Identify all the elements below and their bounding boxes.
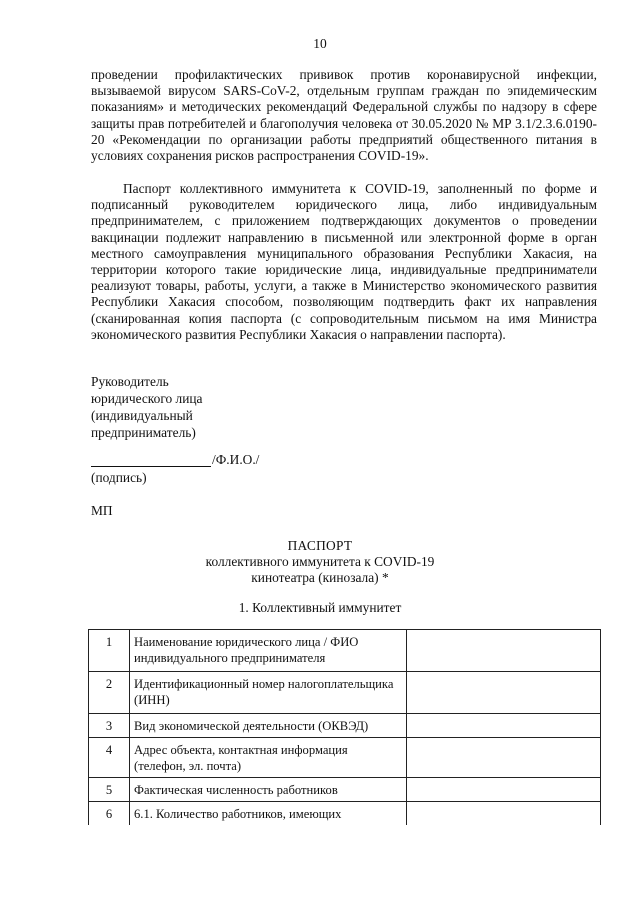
row-value-field[interactable] xyxy=(407,802,601,826)
signature-caption: (подпись) xyxy=(91,470,147,485)
table-row xyxy=(89,672,601,714)
table-row xyxy=(89,778,601,802)
signatory-title-line: предприниматель) xyxy=(91,425,196,440)
row-value-field[interactable] xyxy=(407,672,601,714)
page-number: 10 xyxy=(313,36,327,51)
row-label: Фактическая численность работников xyxy=(130,778,407,802)
row-value-field[interactable] xyxy=(407,738,601,778)
signatory-title-line: юридического лица xyxy=(91,391,203,406)
row-number: 4 xyxy=(89,738,130,778)
row-number: 5 xyxy=(89,778,130,802)
row-label: Адрес объекта, контактная информация (телефон, эл. почта) xyxy=(130,738,407,778)
passport-subheading-venue: кинотеатра (кинозала) * xyxy=(251,570,389,585)
passport-table xyxy=(88,629,601,825)
row-number: 6 xyxy=(89,802,130,826)
signature-line xyxy=(91,466,211,467)
stamp-placeholder: МП xyxy=(91,503,113,518)
row-value-field[interactable] xyxy=(407,778,601,802)
passport-subheading: коллективного иммунитета к COVID-19 xyxy=(205,554,435,569)
row-label: Идентификационный номер налогоплательщика (ИНН) xyxy=(130,672,407,714)
section-title: 1. Коллективный иммунитет xyxy=(238,600,402,615)
table-row xyxy=(89,630,601,672)
signatory-title-line: Руководитель xyxy=(91,374,169,389)
table-row xyxy=(89,738,601,778)
row-number: 3 xyxy=(89,714,130,738)
signatory-title xyxy=(91,373,251,441)
paragraph-continuation: проведении профилактических прививок против коронавирусной инфекции, вызываемой вирусом SARS-CoV-2, отдельным группам граждан по эпидемическим показаниям» и методических рекомендаций Федеральной службы по надзору в сфере защиты прав потребителей и благополучия человека от 30.05.2020 № МР 3.1/2.3.6.0190-20 «Рекомендации по организации работы предприятий общественного питания в условиях сохранения рисков распространения COVID-19». xyxy=(91,67,597,164)
paragraph-passport-submission: Паспорт коллективного иммунитета к COVID-19, заполненный по форме и подписанный руководителем юридического лица, либо индивидуальным предпринимателем, с приложением подтверждающих документов о проведении вакцинации подлежит направлению в письменной или электронной форме в орган местного самоуправления муниципального образования Республики Хакасия, на территории которого такие юридические лица, индивидуальные предприниматели реализуют товары, работы, услуги, а также в Министерство экономического развития Республики Хакасия способом, позволяющим подтвердить факт их направления (сканированная копия паспорта (с сопроводительным письмом на имя Министра экономического развития Республики Хакасия о направлении паспорта). xyxy=(91,181,597,342)
row-value-field[interactable] xyxy=(407,714,601,738)
row-value-field[interactable] xyxy=(407,630,601,672)
row-number: 2 xyxy=(89,672,130,714)
passport-heading: ПАСПОРТ xyxy=(287,538,353,553)
row-number: 1 xyxy=(89,630,130,672)
row-label: 6.1. Количество работников, имеющих xyxy=(130,802,407,826)
row-label: Наименование юридического лица / ФИО индивидуального предпринимателя xyxy=(130,630,407,672)
table-row xyxy=(89,802,601,826)
row-label: Вид экономической деятельности (ОКВЭД) xyxy=(130,714,407,738)
signatory-title-line: (индивидуальный xyxy=(91,408,193,423)
signature-fio: /Ф.И.О./ xyxy=(212,452,260,467)
table-row xyxy=(89,714,601,738)
